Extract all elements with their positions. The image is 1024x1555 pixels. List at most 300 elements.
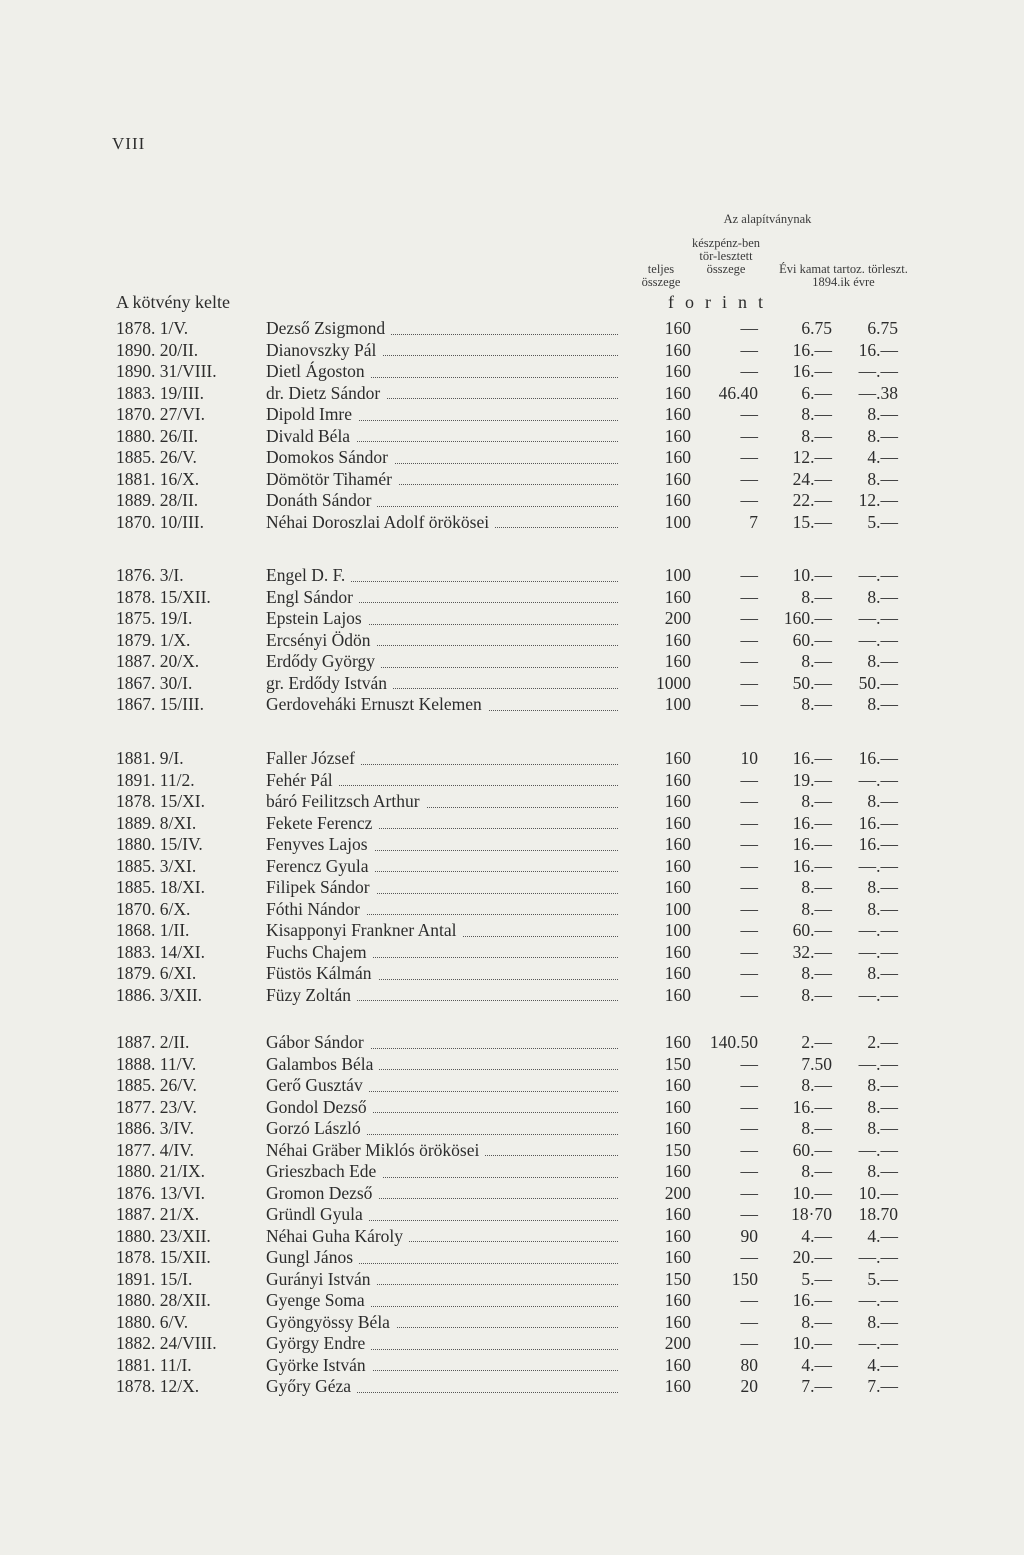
holder-name: Gondol Dezső [266, 1097, 618, 1119]
interest-due: 32.— [792, 941, 832, 962]
holder-name: báró Feilitzsch Arthur [266, 791, 618, 813]
total-amount: 1000 [656, 672, 691, 693]
paid-amount: — [740, 672, 758, 693]
paid-amount: — [740, 1096, 758, 1117]
bond-date: 1890. 31/VIII. [116, 361, 217, 381]
paid-amount: 150 [731, 1268, 758, 1289]
total-amount: 150 [664, 1139, 691, 1160]
interest-paid: 5.— [867, 511, 898, 532]
holder-name: Gyöngyössy Béla [266, 1312, 618, 1334]
table-row [0, 1226, 1024, 1248]
interest-due: 22.— [792, 490, 832, 510]
paid-amount: — [740, 565, 758, 585]
header-kotveny-kelte: A kötvény kelte [116, 292, 230, 312]
holder-name: Gromon Dezső [266, 1183, 618, 1205]
interest-paid: 8.— [867, 1096, 898, 1117]
interest-due: 16.— [792, 1290, 832, 1310]
bond-date: 1878. 15/XII. [116, 1247, 211, 1267]
interest-paid: 50.— [858, 672, 898, 693]
interest-due: 12.— [792, 447, 832, 467]
interest-due: 6.— [801, 382, 832, 403]
interest-paid: 5.— [867, 1268, 898, 1289]
paid-amount: 90 [740, 1225, 758, 1246]
holder-name: Fenyves Lajos [266, 834, 618, 856]
table-row [0, 340, 1024, 362]
bond-date: 1880. 28/XII. [116, 1290, 211, 1310]
holder-name: Epstein Lajos [266, 608, 618, 630]
paid-amount: 7 [749, 511, 758, 532]
table-row [0, 565, 1024, 587]
paid-amount: — [740, 1139, 758, 1160]
bond-date: 1868. 1/II. [116, 920, 190, 940]
paid-amount: — [740, 404, 758, 424]
table-row [0, 587, 1024, 609]
holder-name: Ferencz Gyula [266, 856, 618, 878]
paid-amount: — [740, 339, 758, 360]
interest-due: 7.— [801, 1376, 832, 1396]
holder-name: Gyenge Soma [266, 1290, 618, 1312]
paid-amount: — [740, 855, 758, 876]
table-row [0, 1140, 1024, 1162]
table-row [0, 1376, 1024, 1398]
interest-paid: 16.— [858, 812, 898, 833]
total-amount: 160 [664, 1032, 691, 1052]
interest-due: 8.— [801, 791, 832, 811]
table-row [0, 512, 1024, 534]
bond-date: 1879. 1/X. [116, 629, 191, 650]
header-teljes: teljes összege [641, 262, 681, 289]
interest-paid: 8.— [867, 963, 898, 983]
bond-date: 1878. 15/XII. [116, 586, 211, 607]
table-row [0, 1161, 1024, 1183]
table-row [0, 383, 1024, 405]
paid-amount: — [740, 1118, 758, 1138]
bond-date: 1876. 3/I. [116, 565, 184, 585]
table-row [0, 404, 1024, 426]
total-amount: 160 [664, 1075, 691, 1095]
bond-date: 1880. 23/XII. [116, 1225, 211, 1246]
total-amount: 160 [664, 1247, 691, 1267]
header-top: Az alapítványnak [723, 212, 812, 226]
bond-date: 1870. 6/X. [116, 898, 191, 919]
group-d [0, 318, 1024, 533]
bond-date: 1881. 9/I. [116, 748, 184, 768]
holder-name: Donáth Sándor [266, 490, 618, 512]
total-amount: 160 [664, 1096, 691, 1117]
total-amount: 160 [664, 1311, 691, 1332]
total-amount: 100 [664, 920, 691, 940]
holder-name: Dianovszky Pál [266, 340, 618, 362]
bond-date: 1880. 6/V. [116, 1311, 189, 1332]
table-row [0, 490, 1024, 512]
interest-paid: 8.— [867, 404, 898, 424]
bond-date: 1886. 3/XII. [116, 984, 203, 1005]
paid-amount: — [740, 963, 758, 983]
paid-amount: — [740, 318, 758, 338]
interest-paid: 8.— [867, 1075, 898, 1095]
interest-due: 10.— [792, 1182, 832, 1203]
table-row [0, 1333, 1024, 1355]
interest-paid: 8.— [867, 1161, 898, 1181]
group-g [0, 1032, 1024, 1398]
interest-paid: 4.— [867, 1225, 898, 1246]
total-amount: 160 [664, 629, 691, 650]
interest-due: 8.— [801, 1161, 832, 1181]
bond-date: 1882. 24/VIII. [116, 1333, 217, 1353]
total-amount: 160 [664, 984, 691, 1005]
table-row [0, 942, 1024, 964]
interest-due: 8.— [801, 1311, 832, 1332]
table-row [0, 1118, 1024, 1140]
total-amount: 160 [664, 834, 691, 854]
paid-amount: 80 [740, 1354, 758, 1375]
bond-date: 1877. 23/V. [116, 1096, 197, 1117]
total-amount: 160 [664, 586, 691, 607]
paid-amount: — [740, 1075, 758, 1095]
holder-name: Domokos Sándor [266, 447, 618, 469]
total-amount: 160 [664, 468, 691, 489]
bond-date: 1867. 30/I. [116, 672, 193, 693]
total-amount: 160 [664, 651, 691, 671]
interest-due: 8.— [801, 963, 832, 983]
interest-due: 16.— [792, 748, 832, 768]
bond-date: 1870. 27/VI. [116, 404, 205, 424]
paid-amount: — [740, 425, 758, 446]
holder-name: Filipek Sándor [266, 877, 618, 899]
interest-due: 8.— [801, 404, 832, 424]
interest-due: 4.— [801, 1354, 832, 1375]
paid-amount: — [740, 1161, 758, 1181]
interest-due: 16.— [792, 339, 832, 360]
total-amount: 100 [664, 898, 691, 919]
interest-paid: 8.— [867, 468, 898, 489]
interest-paid: —.— [858, 1333, 898, 1353]
total-amount: 160 [664, 748, 691, 768]
bond-date: 1885. 18/XI. [116, 877, 205, 897]
paid-amount: — [740, 361, 758, 381]
holder-name: Füzy Zoltán [266, 985, 618, 1007]
holder-name: Dezső Zsigmond [266, 318, 618, 340]
total-amount: 160 [664, 361, 691, 381]
total-amount: 160 [664, 1225, 691, 1246]
table-row [0, 1075, 1024, 1097]
interest-paid: —.— [858, 769, 898, 790]
interest-paid: 8.— [867, 586, 898, 607]
holder-name: Dömötör Tihamér [266, 469, 618, 491]
table-row [0, 963, 1024, 985]
bond-date: 1885. 26/V. [116, 447, 197, 467]
total-amount: 100 [664, 694, 691, 714]
interest-due: 10.— [792, 1333, 832, 1353]
table-row [0, 985, 1024, 1007]
table-row [0, 673, 1024, 695]
paid-amount: — [740, 898, 758, 919]
total-amount: 160 [664, 941, 691, 962]
holder-name: Erdődy György [266, 651, 618, 673]
holder-name: Gorzó László [266, 1118, 618, 1140]
bond-date: 1878. 12/X. [116, 1376, 200, 1396]
total-amount: 160 [664, 769, 691, 790]
interest-paid: —.— [858, 855, 898, 876]
interest-paid: —.— [858, 361, 898, 381]
total-amount: 160 [664, 791, 691, 811]
table-row [0, 791, 1024, 813]
paid-amount: — [740, 791, 758, 811]
table-row [0, 813, 1024, 835]
bond-date: 1880. 15/IV. [116, 834, 203, 854]
interest-paid: —.— [858, 629, 898, 650]
total-amount: 100 [664, 565, 691, 585]
total-amount: 160 [664, 877, 691, 897]
bond-date: 1878. 1/V. [116, 318, 189, 338]
interest-due: 4.— [801, 1225, 832, 1246]
total-amount: 160 [664, 812, 691, 833]
table-row [0, 1355, 1024, 1377]
table-row [0, 834, 1024, 856]
paid-amount: — [740, 1053, 758, 1074]
total-amount: 160 [664, 425, 691, 446]
holder-name: Gurányi István [266, 1269, 618, 1291]
bond-date: 1876. 13/VI. [116, 1182, 205, 1203]
interest-due: 60.— [792, 1139, 832, 1160]
paid-amount: — [740, 834, 758, 854]
holder-name: Engel D. F. [266, 565, 618, 587]
header-evi-kamat: Évi kamat tartoz. törleszt. 1894.ik évre [779, 262, 908, 289]
interest-paid: 18.70 [858, 1204, 898, 1224]
interest-due: 16.— [792, 812, 832, 833]
paid-amount: — [740, 608, 758, 628]
paid-amount: — [740, 1311, 758, 1332]
total-amount: 160 [664, 963, 691, 983]
bond-date: 1881. 11/I. [116, 1354, 192, 1375]
interest-due: 8.— [801, 694, 832, 714]
holder-name: Néhai Gräber Miklós örökösei [266, 1140, 618, 1162]
interest-due: 8.— [801, 877, 832, 897]
interest-paid: 8.— [867, 1311, 898, 1332]
holder-name: Kisapponyi Frankner Antal [266, 920, 618, 942]
holder-name: Faller József [266, 748, 618, 770]
total-amount: 160 [664, 1354, 691, 1375]
paid-amount: 140.50 [709, 1032, 758, 1052]
interest-paid: —.— [858, 920, 898, 940]
paid-amount: — [740, 447, 758, 467]
interest-paid: —.— [858, 1139, 898, 1160]
bond-date: 1870. 10/III. [116, 511, 204, 532]
bond-date: 1875. 19/I. [116, 608, 193, 628]
bond-date: 1877. 4/IV. [116, 1139, 194, 1160]
table-row [0, 877, 1024, 899]
total-amount: 160 [664, 447, 691, 467]
interest-paid: 8.— [867, 425, 898, 446]
bond-date: 1881. 16/X. [116, 468, 200, 489]
interest-paid: —.— [858, 608, 898, 628]
interest-due: 8.— [801, 1118, 832, 1138]
paid-amount: 10 [740, 748, 758, 768]
paid-amount: — [740, 1182, 758, 1203]
table-row [0, 920, 1024, 942]
interest-paid: —.— [858, 565, 898, 585]
bond-date: 1879. 6/XI. [116, 963, 197, 983]
table-row [0, 1204, 1024, 1226]
interest-due: 60.— [792, 629, 832, 650]
holder-name: Galambos Béla [266, 1054, 618, 1076]
interest-paid: 12.— [858, 490, 898, 510]
interest-due: 8.— [801, 586, 832, 607]
bond-date: 1891. 15/I. [116, 1268, 193, 1289]
table-row [0, 694, 1024, 716]
table-row [0, 1097, 1024, 1119]
page-number: VIII [112, 134, 146, 153]
interest-due: 16.— [792, 361, 832, 381]
holder-name: Györke István [266, 1355, 618, 1377]
interest-due: 2.— [801, 1032, 832, 1052]
table-row [0, 426, 1024, 448]
holder-name: Győry Géza [266, 1376, 618, 1398]
interest-paid: 16.— [858, 748, 898, 768]
table-row [0, 1247, 1024, 1269]
table-row [0, 748, 1024, 770]
interest-due: 8.— [801, 425, 832, 446]
interest-due: 8.— [801, 1075, 832, 1095]
table-row [0, 447, 1024, 469]
total-amount: 160 [664, 1161, 691, 1181]
total-amount: 160 [664, 318, 691, 338]
paid-amount: — [740, 812, 758, 833]
interest-due: 10.— [792, 565, 832, 585]
holder-name: Fekete Ferencz [266, 813, 618, 835]
table-row [0, 1312, 1024, 1334]
interest-due: 6.75 [801, 318, 832, 338]
interest-paid: —.— [858, 1290, 898, 1310]
interest-paid: 8.— [867, 651, 898, 671]
interest-due: 15.— [792, 511, 832, 532]
interest-paid: 8.— [867, 877, 898, 897]
holder-name: Gerdoveháki Ernuszt Kelemen [266, 694, 618, 716]
interest-due: 5.— [801, 1268, 832, 1289]
paid-amount: — [740, 468, 758, 489]
paid-amount: — [740, 490, 758, 510]
total-amount: 160 [664, 490, 691, 510]
table-row [0, 630, 1024, 652]
table-row [0, 318, 1024, 340]
paid-amount: 20 [740, 1376, 758, 1396]
paid-amount: — [740, 877, 758, 897]
table-row [0, 469, 1024, 491]
interest-due: 160.— [783, 608, 832, 628]
holder-name: Dipold Imre [266, 404, 618, 426]
paid-amount: — [740, 1204, 758, 1224]
interest-due: 7.50 [801, 1053, 832, 1074]
table-row [0, 1032, 1024, 1054]
table-row [0, 361, 1024, 383]
table-row [0, 770, 1024, 792]
holder-name: Gábor Sándor [266, 1032, 618, 1054]
bond-date: 1889. 8/XI. [116, 812, 197, 833]
holder-name: Divald Béla [266, 426, 618, 448]
holder-name: Dietl Ágoston [266, 361, 618, 383]
total-amount: 160 [664, 1204, 691, 1224]
holder-name: Fehér Pál [266, 770, 618, 792]
holder-name: Fuchs Chajem [266, 942, 618, 964]
group-e [0, 565, 1024, 716]
paid-amount: — [740, 586, 758, 607]
bond-date: 1885. 3/XI. [116, 855, 197, 876]
interest-due: 16.— [792, 855, 832, 876]
table-row [0, 651, 1024, 673]
bond-date: 1867. 15/III. [116, 694, 204, 714]
table-row [0, 899, 1024, 921]
interest-paid: —.— [858, 984, 898, 1005]
total-amount: 160 [664, 855, 691, 876]
interest-paid: 8.— [867, 898, 898, 919]
total-amount: 200 [664, 608, 691, 628]
bond-date: 1887. 21/X. [116, 1204, 200, 1224]
bond-date: 1887. 20/X. [116, 651, 200, 671]
table-row [0, 856, 1024, 878]
paid-amount: — [740, 769, 758, 790]
bond-date: 1887. 2/II. [116, 1032, 190, 1052]
interest-due: 50.— [792, 672, 832, 693]
total-amount: 160 [664, 382, 691, 403]
total-amount: 160 [664, 404, 691, 424]
bond-date: 1880. 21/IX. [116, 1161, 205, 1181]
paid-amount: — [740, 941, 758, 962]
bond-date: 1878. 15/XI. [116, 791, 205, 811]
bond-date: 1885. 26/V. [116, 1075, 197, 1095]
total-amount: 200 [664, 1333, 691, 1353]
bond-date: 1883. 19/III. [116, 382, 204, 403]
interest-due: 16.— [792, 834, 832, 854]
paid-amount: 46.40 [718, 382, 758, 403]
table-row [0, 608, 1024, 630]
bond-date: 1886. 3/IV. [116, 1118, 194, 1138]
interest-paid: 4.— [867, 447, 898, 467]
interest-paid: 4.— [867, 1354, 898, 1375]
holder-name: Gründl Gyula [266, 1204, 618, 1226]
table-row [0, 1054, 1024, 1076]
interest-paid: 7.— [867, 1376, 898, 1396]
bond-date: 1889. 28/II. [116, 490, 199, 510]
total-amount: 160 [664, 1118, 691, 1138]
table-row [0, 1183, 1024, 1205]
interest-due: 8.— [801, 898, 832, 919]
interest-due: 8.— [801, 984, 832, 1005]
total-amount: 160 [664, 339, 691, 360]
total-amount: 100 [664, 511, 691, 532]
holder-name: György Endre [266, 1333, 618, 1355]
interest-paid: 16.— [858, 834, 898, 854]
interest-paid: —.— [858, 941, 898, 962]
paid-amount: — [740, 1290, 758, 1310]
holder-name: dr. Dietz Sándor [266, 383, 618, 405]
header-keszpenz: készpénz-ben tör-lesztett összege [691, 236, 761, 276]
paid-amount: — [740, 920, 758, 940]
paid-amount: — [740, 1333, 758, 1353]
holder-name: Grieszbach Ede [266, 1161, 618, 1183]
bond-date: 1880. 26/II. [116, 425, 199, 446]
paid-amount: — [740, 694, 758, 714]
interest-due: 24.— [792, 468, 832, 489]
total-amount: 150 [664, 1268, 691, 1289]
interest-paid: 2.— [867, 1032, 898, 1052]
interest-due: 8.— [801, 651, 832, 671]
holder-name: Füstös Kálmán [266, 963, 618, 985]
interest-due: 16.— [792, 1096, 832, 1117]
paid-amount: — [740, 984, 758, 1005]
interest-paid: 10.— [858, 1182, 898, 1203]
bond-date: 1888. 11/V. [116, 1053, 197, 1074]
interest-due: 20.— [792, 1247, 832, 1267]
